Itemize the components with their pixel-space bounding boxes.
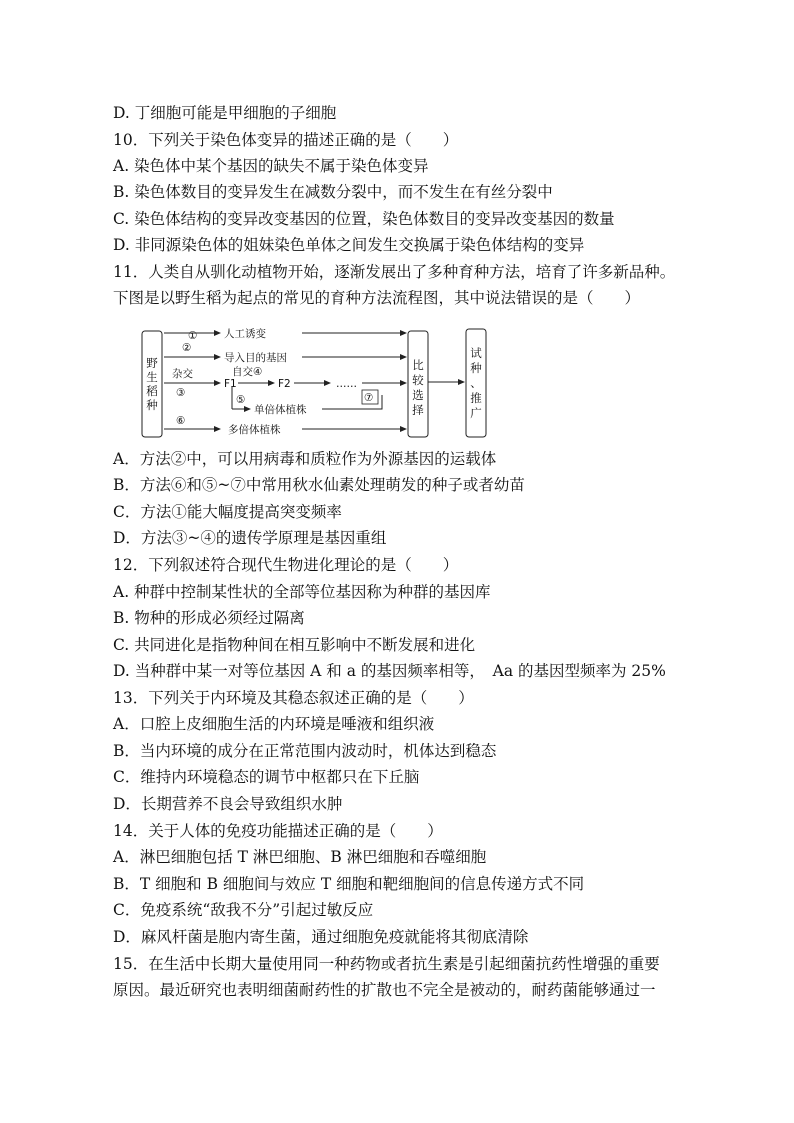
- circle-2: ②: [182, 342, 192, 354]
- introduce-gene-label: 导入目的基因: [224, 352, 287, 364]
- q12-option-c: C. 共同进化是指物种间在相互影响中不断发展和进化: [113, 636, 476, 654]
- q12-option-b: B. 物种的形成必须经过隔离: [113, 609, 305, 627]
- q11-option-d: D．方法③~④的遗传学原理是基因重组: [113, 529, 387, 547]
- q13-option-b: B．当内环境的成分在正常范围内波动时，机体达到稳态: [113, 742, 497, 760]
- compare-char-4: 择: [412, 403, 424, 417]
- q13-stem: 13．下列关于内环境及其稳态叙述正确的是（ ）: [113, 689, 474, 707]
- q12-option-d: D. 当种群中某一对等位基因 A 和 a 的基因频率相等， Aa 的基因型频率为 25%: [113, 662, 666, 680]
- circle-6: ⑥: [176, 415, 186, 427]
- q14-option-b: B．T 细胞和 B 细胞间与效应 T 细胞和靶细胞间的信息传递方式不同: [113, 875, 585, 893]
- q11-option-b: B．方法⑥和⑤~⑦中常用秋水仙素处理萌发的种子或者幼苗: [113, 476, 525, 494]
- q9-option-d: D. 丁细胞可能是甲细胞的子细胞: [113, 104, 337, 122]
- q14-option-c: C．免疫系统“敌我不分”引起过敏反应: [113, 901, 374, 919]
- q11-option-c: C．方法①能大幅度提高突变频率: [113, 503, 342, 521]
- q11-stem-line2: 下图是以野生稻为起点的常见的育种方法流程图，其中说法错误的是（ ）: [113, 289, 641, 307]
- haploid-label: 单倍体植株: [254, 404, 307, 416]
- q14-stem: 14．关于人体的免疫功能描述正确的是（ ）: [113, 822, 443, 840]
- circle-7: ⑦: [364, 392, 374, 404]
- trial-char-3: 、: [470, 376, 482, 390]
- q12-stem: 12．下列叙述符合现代生物进化理论的是（ ）: [113, 556, 459, 574]
- artificial-mutation-label: 人工诱变: [224, 328, 266, 340]
- trial-char-4: 推: [470, 391, 482, 405]
- q14-option-a: A．淋巴细胞包括 T 淋巴细胞、B 淋巴细胞和吞噬细胞: [113, 848, 487, 866]
- q13-option-c: C．维持内环境稳态的调节中枢都只在下丘脑: [113, 768, 420, 786]
- q10-option-c: C. 染色体结构的变异改变基因的位置，染色体数目的变异改变基因的数量: [113, 210, 615, 228]
- circle-3: ③: [176, 387, 186, 399]
- q10-option-d: D. 非同源染色体的姐妹染色单体之间发生交换属于染色体结构的变异: [113, 236, 585, 254]
- q11-option-a: A．方法②中，可以用病毒和质粒作为外源基因的运载体: [113, 450, 497, 468]
- trial-char-1: 试: [470, 346, 482, 360]
- q12-option-a: A. 种群中控制某性状的全部等位基因称为种群的基因库: [113, 583, 491, 601]
- trial-char-5: 广: [470, 406, 482, 420]
- q13-option-d: D．长期营养不良会导致组织水肿: [113, 795, 343, 813]
- q10-stem: 10．下列关于染色体变异的描述正确的是（ ）: [113, 131, 459, 149]
- trial-char-2: 种: [470, 361, 482, 375]
- f2-label: F2: [278, 378, 291, 390]
- q11-stem-line1: 11．人类自从驯化动植物开始，逐渐发展出了多种育种方法，培育了许多新品种。: [113, 263, 676, 281]
- wild-rice-char-1: 野: [146, 356, 158, 370]
- compare-char-2: 较: [412, 373, 424, 387]
- q15-stem-line2: 原因。最近研究也表明细菌耐药性的扩散也不完全是被动的，耐药菌能够通过一: [113, 981, 656, 999]
- wild-rice-char-4: 种: [146, 398, 158, 412]
- circle-5: ⑤: [236, 394, 246, 406]
- circle-1: ①: [188, 330, 198, 342]
- q14-option-d: D．麻风杆菌是胞内寄生菌，通过细胞免疫就能将其彻底清除: [113, 928, 529, 946]
- q10-option-b: B. 染色体数目的变异发生在减数分裂中，而不发生在有丝分裂中: [113, 183, 553, 201]
- compare-char-1: 比: [412, 358, 424, 372]
- compare-char-3: 选: [412, 388, 424, 402]
- ellipsis-label: ……: [336, 378, 357, 390]
- f1-label: F1: [224, 378, 237, 390]
- wild-rice-char-2: 生: [146, 370, 158, 384]
- q13-option-a: A．口腔上皮细胞生活的内环境是唾液和组织液: [113, 715, 435, 733]
- selfing-label: 自交④: [232, 366, 263, 378]
- q10-option-a: A. 染色体中某个基因的缺失不属于染色体变异: [113, 157, 429, 175]
- polyploid-label: 多倍体植株: [228, 424, 281, 436]
- breeding-flowchart: [140, 327, 492, 441]
- cross-label: 杂交: [172, 368, 193, 380]
- wild-rice-char-3: 稻: [146, 384, 158, 398]
- q15-stem-line1: 15．在生活中长期大量使用同一种药物或者抗生素是引起细菌抗药性增强的重要: [113, 955, 660, 973]
